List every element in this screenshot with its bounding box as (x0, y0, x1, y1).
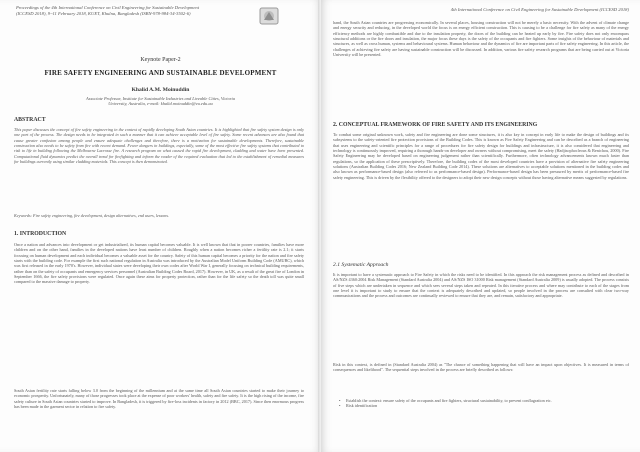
author-name: Khalid A.M. Moinuddin (131, 87, 190, 93)
continued-paragraph: hand, the South Asian countries are progressing economically. In several places, housing construction will not be merely a basic necessity. With the advent of climate change and energy security and reducing, in the developed world the focus is on energy efficient construction. This is causing to be a challenge for fire safety as many of the energy efficiency methods are highly combustible and due to the insulation property, the doors of the building can be heated up early by fire. Fire safety does not only encompass structural additions or the fire doors and insulation, the major focus these days is the safety of the occupants and fire fighters. Some insights of the behaviour of materials and structures, as well as cross human, systems and behavioural systems. Human behaviour and the dynamics of fire are important parts of fire safety engineering. In this article, the challenges of achieving fire safety are having sustainable construction will be discussed. In addition, various fire safety research programs that are being carried out at Victoria University will be presented. (333, 20, 629, 58)
keynote-label: Keynote Paper-2 (140, 57, 181, 63)
header-line-2: (ICCESD 2018), 9~11 February 2018, KUET, Khulna, Bangladesh (ISBN-978-984-34-3502-6) (16, 10, 191, 16)
section-2-1-paragraph-1: It is important to have a systematic approach to Fire Safety in which the risks need to be identified. In this approach the risk management process as defined and described in AS/NZS 4360:2004 Risk Management (Standard Australia 2004) and AS/NZS ISO 31000 Risk management (Standard Australia 2009) is usually adopted. The process consists of five steps which are undertaken in sequence and which sees several steps taken and repeated. In this iterative process and where may contribute to each of the stages from one level it is important to study to ensure that the context is adequately described and updated, so people involved in the process are consulted with clear two-way communications and the process and outcomes are continually reviewed to ensure that they are, and remain, satisfactory and appropriate. (333, 272, 629, 299)
section-2-heading: 2. CONCEPTUAL FRAMEWORK OF FIRE SAFETY AND ITS ENGINEERING (333, 122, 538, 128)
introduction-paragraph-2: South Asian fertility rate starts falling below 3.0 from the beginning of the millennium and at the same time all South Asian countries started to make their journey to economic prosperity. Unfortunately, many of those progresses took place at the expense of poor workers' health, safety and fire safety. It is the high rising of the income, fire safety culture in South Asian countries started to improve. In Bangladesh, it is triggered by fire-loss incidents in factory in 2012 (BBC, 2017). Since then enormous progress has been made in the garment sector in relation to fire safety. (14, 388, 304, 410)
right-page (321, 0, 640, 452)
abstract-heading: ABSTRACT (14, 117, 46, 123)
section-2-1-paragraph-1-block (333, 272, 629, 358)
section-2-1-paragraph-2: Risk in this context, is defined in (Standard Australia 2004) as "The chance of something happening that will have an impact upon objectives. It is measured in terms of consequences and likelihood". The sequential steps involved in the process are briefly described as follows: (333, 362, 629, 373)
list-item: • Risk identification (337, 403, 627, 408)
paper-title: FIRE SAFETY ENGINEERING AND SUSTAINABLE DEVELOPMENT (44, 69, 277, 77)
keywords-block (14, 213, 304, 225)
header-line-1: Proceedings of the 4th International Conference on Civil Engineering for Sustainable Development (16, 5, 199, 10)
list-item: • Establish the context: ensure safety of the occupants and fire fighters, structural sustainability, to prevent conflagration etc. (337, 398, 627, 403)
introduction-heading: 1. INTRODUCTION (14, 231, 67, 237)
section-2-1-paragraph-2-block (333, 362, 629, 395)
conference-logo-icon (258, 6, 280, 26)
abstract-text: This paper discusses the concept of fire safety engineering in the context of rapidly developing South Asian countries. It is highlighted that fire safety system design is only one part of the process. The design needs to be integrated in such a manner that it can achieve acceptable level of fire safety. Some recent advances are also found that cause greater confusion among people and ensure adequate challenges and therefore, there is a motivation for sustainable developments. Therefore, sustainable construction also needs to be safety from fire with recent demand. Fewer dangers in buildings, especially, some of the most effective fire safety systems that contributed to risk to life in building following the Melbourne Lacrosse fire. A research program on what caused the rapid fire development, cladding and water have been presented. Computational fluid dynamics predict the overall trend for firefighting and inform the reader of the required evaluation that led to the establishment of remedial measures for buildings currently using similar cladding materials. This concept is then demonstrated. (14, 127, 304, 165)
section-2-paragraph: To combat some original unknown work, safety and fire engineering are done some structures, it is also key in concept in early life to make the design of buildings and its subsystems to the safety-oriented fire protection provisions of the Building Codes. This is known as Fire Safety Engineering and can be described as a branch of engineering that uses engineering and scientific principles for a range of procedures for fire safety design for buildings and infrastructure, it is also considered that engineering and technology is continuously improved, requiring a thorough hands-on developer and owners without compromising, meet the safety (Hadjisophocleous & Benichou, 2000). Fire Safety Engineering may be developed based on engineering judgement rather than scientifically. Furthermore, often technology advancements known much faster than regulations, so the application of these prescriptively. Therefore, the building codes of the most developed countries have a provision of alternative fire safety engineering solutions (Australian Building Codes 2016; New Zealand Building Code 2014). These solutions are alternatives to acceptable solutions mentioned in the building codes and also known as performance-based design (also referred to as performance-based design). Performance-based design has been pressured by merits of performance-based fire safety engineering. This is driven by the flexibility offered to the designers to adopt their new design concepts without those having alternative means suggested by regulations. (333, 132, 629, 180)
author-affiliation (0, 96, 321, 107)
introduction-paragraph-1-block (14, 242, 304, 384)
affiliation-line-2: University, Australia, e-mail: khalid.moinuddin@vu.edu.au (108, 101, 213, 107)
introduction-paragraph-2-block (14, 388, 304, 440)
continued-paragraph-block (333, 20, 629, 116)
section-2-paragraph-block (333, 132, 629, 256)
conference-header (16, 5, 248, 16)
abstract-block (14, 127, 304, 209)
keywords-text: Keywords: Fire safety engineering, fire development, design alternatives, end users, lessons. (14, 213, 170, 218)
right-page-header: 4th International Conference on Civil Engineering for Sustainable Development (ICCESD 2018) (450, 7, 629, 12)
introduction-paragraph-1: Once a nation and advances into development or get industrialized, its human capital becomes valuable. It is well known that that in poorer countries, families have more children and on the other hand, families in the developed nations have least number of children. Roughly when a nation becomes richer a fertility rate is 2.1; it starts focusing on human development and each individual becomes a valuable asset for the country. Safety of this human capital becomes a priority for the nation and fire safety starts with the building code. For example the first such national regulation in Australia was introduced by the Australian Model Uniform Building Code (AMUBC), which was first released in the early 1970's. However, individual states were developing their own codes after World War I, generally focusing on technical building requirements, rather than on the safety of occupants and emergency services personnel (Australian Building Codes Board, 2017). However, in UK, as a result of the great fire of London in September 1666, the fire safety provisions were regulated. Once again these aims for property protection, rather than for the life safety so the death toll was quite small compared to the massive damage to property. (14, 242, 304, 285)
section-2-1-heading: 2.1 Systematic Approach (333, 262, 389, 268)
affiliation-line-1: Associate Professor, Institute for Sustainable Industries and Liveable Cities, Victoria (86, 96, 235, 101)
process-steps-list (337, 398, 627, 438)
